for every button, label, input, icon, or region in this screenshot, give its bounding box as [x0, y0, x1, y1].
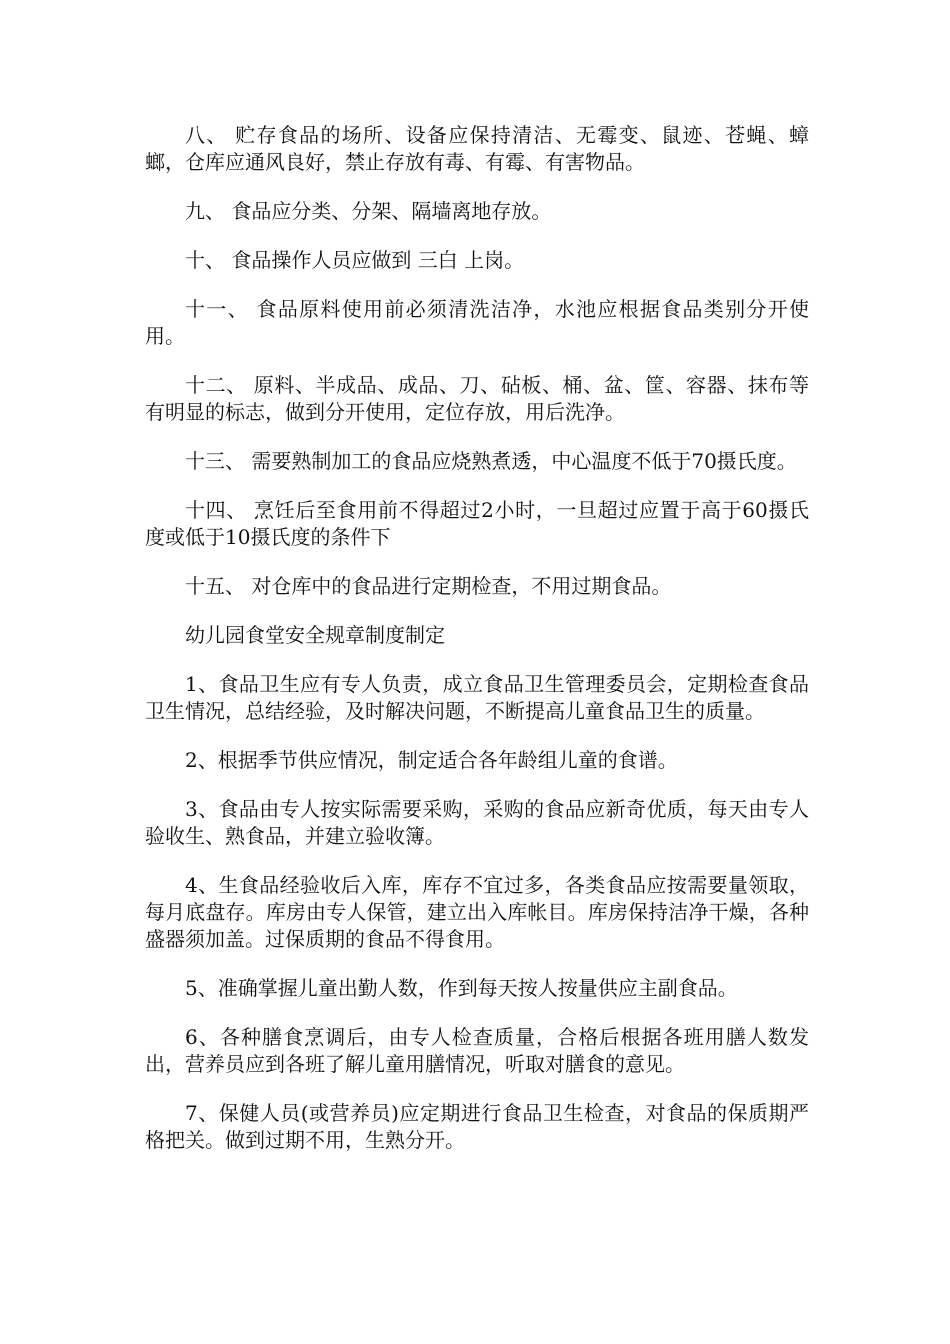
- paragraph-12: 十二、 原料、半成品、成品、刀、砧板、桶、盆、筐、容器、抹布等有明显的标志，做到分开使用，定位存放，用后洗净。: [145, 373, 809, 424]
- section-title: 幼儿园食堂安全规章制度制定: [185, 623, 445, 647]
- paragraph-13: 十三、 需要熟制加工的食品应烧熟煮透，中心温度不低于70摄氏度。: [185, 449, 797, 473]
- paragraph-14: 十四、 烹饪后至食用前不得超过2小时，一旦超过应置于高于60摄氏度或低于10摄氏度的条件下: [145, 498, 809, 549]
- paragraph-10: 十、 食品操作人员应做到 三白 上岗。: [185, 248, 525, 272]
- rule-3: 3、食品由专人按实际需要采购，采购的食品应新奇优质，每天由专人验收生、熟食品，并建立验收簿。: [145, 797, 809, 848]
- paragraph-9: 九、 食品应分类、分架、隔墙离地存放。: [185, 199, 552, 223]
- rule-1: 1、食品卫生应有专人负责，成立食品卫生管理委员会，定期检查食品卫生情况，总结经验，及时解决问题，不断提高儿童食品卫生的质量。: [145, 672, 809, 723]
- paragraph-11: 十一、 食品原料使用前必须清洗洁净，水池应根据食品类别分开使用。: [145, 297, 809, 348]
- document-page: [145, 122, 809, 1176]
- rule-4: 4、生食品经验收后入库，库存不宜过多，各类食品应按需要量领取，每月底盘存。库房由专人保管，建立出入库帐目。库房保持洁净干燥，各种盛器须加盖。过保质期的食品不得食用。: [145, 873, 809, 951]
- rule-7: 7、保健人员(或营养员)应定期进行食品卫生检查，对食品的保质期严格把关。做到过期不用，生熟分开。: [145, 1101, 809, 1152]
- rule-5: 5、准确掌握儿童出勤人数，作到每天按人按量供应主副食品。: [185, 976, 738, 1000]
- rule-2: 2、根据季节供应情况，制定适合各年龄组儿童的食谱。: [185, 748, 678, 772]
- paragraph-15: 十五、 对仓库中的食品进行定期检查，不用过期食品。: [185, 574, 672, 598]
- paragraph-8: 八、 贮存食品的场所、设备应保持清洁、无霉变、鼠迹、苍蝇、蟑螂，仓库应通风良好，禁止存放有毒、有霉、有害物品。: [145, 123, 809, 174]
- rule-6: 6、各种膳食烹调后，由专人检查质量，合格后根据各班用膳人数发出，营养员应到各班了解儿童用膳情况，听取对膳食的意见。: [145, 1025, 809, 1076]
